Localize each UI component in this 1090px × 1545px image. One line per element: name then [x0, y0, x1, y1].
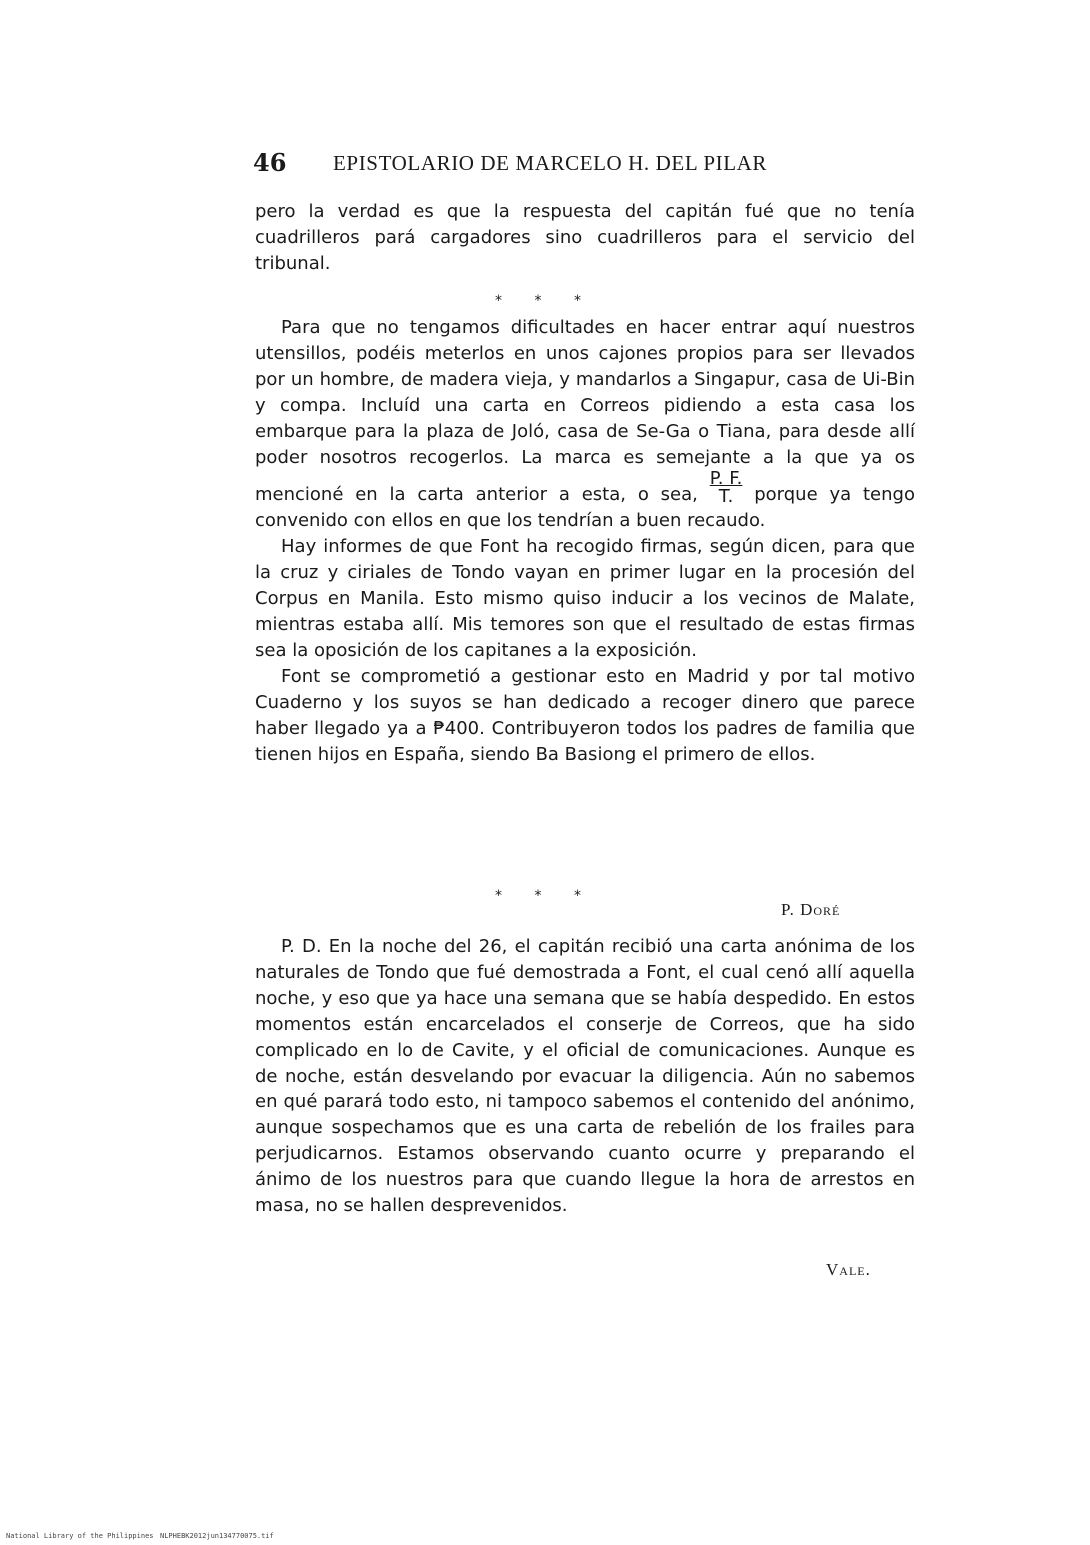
- postscript: [255, 934, 915, 1219]
- pf-mark-bottom: T.: [718, 486, 734, 508]
- page-number: 46: [253, 148, 287, 177]
- paragraph-4: Font se comprometió a gestionar esto en Madrid y por tal motivo Cuaderno y los suyos se han dedicado a recoger dinero que parece haber llegado ya a ₱400. Contribuyeron todos los padres de familia que tienen hijos en España, siendo Ba Basiong el primero de ellos.: [255, 665, 915, 765]
- page-header: [253, 148, 923, 182]
- paragraph-1: pero la verdad es que la respuesta del capitán fué que no tenía cuadrilleros pará cargadores sino cuadrilleros para el servicio del tribunal.: [255, 201, 915, 274]
- signature-p-dore-text: P. Doré: [781, 900, 841, 919]
- paragraph-continuation: [255, 199, 915, 277]
- paragraph-2-text-after: porque ya tengo convenido con ellos en que los tendrían a buen recaudo.: [255, 484, 915, 532]
- signature-vale: [826, 1260, 871, 1280]
- section-separator-1: * * *: [495, 293, 595, 309]
- paragraph-2: [255, 315, 915, 534]
- signature-vale-text: Vale.: [826, 1260, 871, 1279]
- footer-filename: NLPHEBK2012jun134770075.tif: [160, 1532, 274, 1540]
- paragraph-2-text-before: Para que no tengamos dificultades en hacer entrar aquí nuestros utensillos, podéis meterlos en unos cajones propios para ser llevados por un hombre, de madera vieja, y mandarlos a Singapur, casa de Ui-Bin y compa. Incluíd una carta en Correos pidiendo a esta casa los embarque para la plaza de Joló, casa de Se-Ga o Tiana, para desde allí poder nosotros recogerlos. La marca es semejante a la que ya os mencioné en la carta anterior a esta, o sea,: [255, 317, 915, 506]
- section-separator-2: * * *: [495, 888, 595, 904]
- pf-mark: [710, 470, 743, 506]
- paragraph-5: P. D. En la noche del 26, el capitán recibió una carta anónima de los naturales de Tondo que fué demostrada a Font, el cual cenó allí aquella noche, y eso que ya hace una semana que se había despedido. En estos momentos están encarcelados el conserje de Correos, que ha sido complicado en lo de Cavite, y el oficial de comunicaciones. Aunque es de noche, están desvelando por evacuar la diligencia. Aún no sabemos en qué parará todo esto, ni tampoco sabemos el contenido del anónimo, aunque sospechamos que es una carta de rebelión de los frailes para perjudicarnos. Estamos observando cuanto ocurre y preparando el ánimo de los nuestros para que cuando llegue la hora de arrestos en masa, no se hallen desprevenidos.: [255, 936, 915, 1217]
- footer-library: National Library of the Philippines: [6, 1532, 154, 1540]
- running-title: EPISTOLARIO DE MARCELO H. DEL PILAR: [333, 151, 767, 175]
- pf-mark-top: P. F.: [709, 468, 743, 490]
- paragraph-3: Hay informes de que Font ha recogido firmas, según dicen, para que la cruz y ciriales de Tondo vayan en primer lugar en la procesión del Corpus en Manila. Esto mismo quiso inducir a los vecinos de Malate, mientras estaba allí. Mis temores son que el resultado de estas firmas sea la oposición de los capitanes a la exposición.: [255, 536, 915, 661]
- signature-p-dore: [781, 900, 840, 920]
- main-body: [255, 315, 915, 767]
